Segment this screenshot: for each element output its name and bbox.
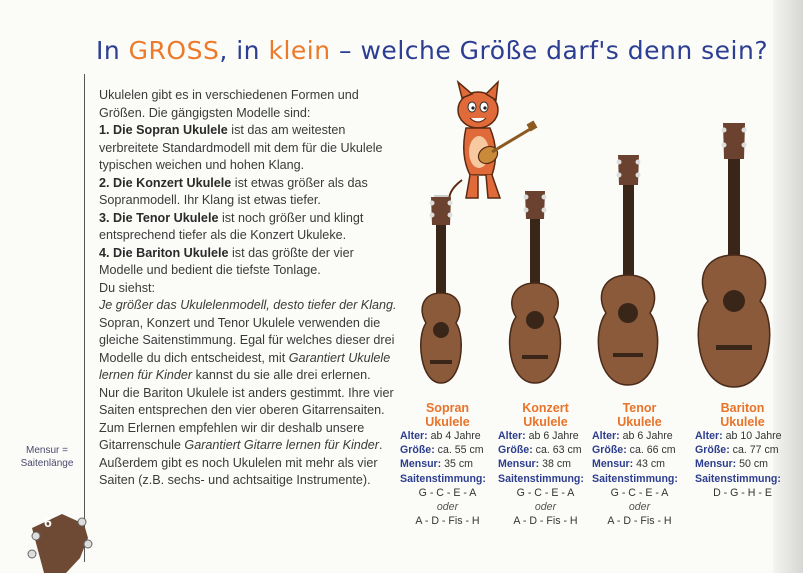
bariton-paragraph: Nur die Bariton Ukulele ist anders gestimmt. Ihre vier Saiten entsprechen den vier oberen Gitarrensaiten. Zum Erlernen empfehlen wir dir deshalb unsere Gitarrenschule Garantiert Gitarre lernen für Kinder. <box>99 385 394 452</box>
page-number: 6 <box>44 514 52 530</box>
list-item-konzert: 2. Die Konzert Ukulele ist etwas größer als das Sopranmodell. Ihr Klang ist etwas tiefer. <box>99 175 368 207</box>
list-item-tenor: 3. Die Tenor Ukulele ist noch größer und klingt entsprechend tiefer als die Konzert Ukuleke. <box>99 210 364 242</box>
title-word-klein: klein <box>268 36 331 65</box>
intro-paragraph: Ukulelen gibt es in verschiedenen Formen und Größen. Die gängigsten Modelle sind: <box>99 88 359 120</box>
konzert-info: Konzert Ukulele Alter: ab 6 Jahre Größe: ca. 63 cm Mensur: 38 cm Saitenstimmung: G - C - E - A oder A - D - Fis - H <box>498 401 584 528</box>
headstock-page-number-icon <box>22 508 102 573</box>
list-item-bariton: 4. Die Bariton Ukulele ist das größte der vier Modelle und bedient die tiefste Tonlage. <box>99 245 354 277</box>
sopran-info: Sopran Ukulele Alter: ab 4 Jahre Größe: ca. 55 cm Mensur: 35 cm Saitenstimmung: G - C - E - A oder A - D - Fis - H <box>400 401 486 528</box>
du-siehst: Du siehst: <box>99 280 155 295</box>
sopran-ukulele-image <box>421 195 461 383</box>
ukulele-images <box>410 115 785 390</box>
body-text <box>99 87 399 490</box>
bariton-info: Bariton Ukulele Alter: ab 10 Jahre Größe: ca. 77 cm Mensur: 50 cm Saitenstimmung: D - G - H - E <box>695 401 782 499</box>
tuning-paragraph: Sopran, Konzert und Tenor Ukulele verwenden die gleiche Saitenstimmung. Egal für welches dieser drei Modelle du dich entscheidest, mit Garantiert Ukulele lernen für Kinder kannst du sie alle drei erlernen. <box>99 315 395 382</box>
tenor-ukulele-image <box>598 155 657 385</box>
bariton-ukulele-image <box>698 123 769 387</box>
page-title: In GROSS, in klein – welche Größe darf's denn sein? <box>96 36 769 65</box>
tenor-info: Tenor Ukulele Alter: ab 6 Jahre Größe: ca. 66 cm Mensur: 43 cm Saitenstimmung: G - C - E - A oder A - D - Fis - H <box>592 401 678 528</box>
list-item-sopran: 1. Die Sopran Ukulele ist das am weitesten verbreitete Standardmodell mit dem für die Ukulele typischen weichen und hohen Klang. <box>99 123 383 172</box>
more-strings-paragraph: Außerdem gibt es noch Ukulelen mit mehr als vier Saiten (z.B. sechs- und achtsaitige Instrumente). <box>99 455 378 487</box>
title-word-gross: GROSS <box>128 36 220 65</box>
margin-rule <box>84 74 85 562</box>
konzert-ukulele-image <box>510 191 561 383</box>
rule-sentence: Je größer das Ukulelenmodell, desto tiefer der Klang. <box>99 298 397 312</box>
side-note: Mensur = Saitenlänge <box>20 445 74 469</box>
